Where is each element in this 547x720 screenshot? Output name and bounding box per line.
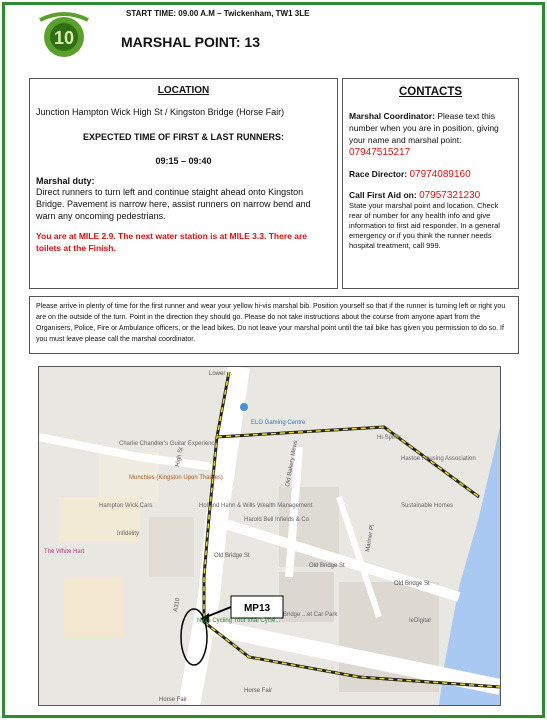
expected-time-heading: EXPECTED TIME OF FIRST & LAST RUNNERS: bbox=[82, 132, 284, 142]
svg-text:ELO Gaming Centre: ELO Gaming Centre bbox=[251, 420, 306, 426]
contacts-box bbox=[342, 78, 519, 289]
race-logo-icon bbox=[34, 10, 94, 60]
location-heading: LOCATION bbox=[157, 85, 210, 96]
instructions-box bbox=[29, 296, 519, 354]
marshal-point-title: MARSHAL POINT: 13 bbox=[121, 34, 260, 50]
poi-icon[interactable] bbox=[240, 403, 248, 411]
svg-text:High St: High St bbox=[175, 446, 185, 468]
svg-text:Old Bridge St: Old Bridge St bbox=[214, 553, 250, 559]
svg-text:Harold Bell Infields & Co: Harold Bell Infields & Co bbox=[244, 517, 310, 523]
contacts-heading: CONTACTS bbox=[398, 86, 463, 98]
svg-text:Ninja Cycling Your total Cycle: Ninja Cycling Your total Cycle... bbox=[197, 618, 281, 624]
svg-text:Hampton Wick Cars: Hampton Wick Cars bbox=[99, 503, 153, 509]
director-label: Race Director: bbox=[349, 169, 408, 179]
duty-heading: Marshal duty: bbox=[36, 176, 95, 186]
coordinator-phone[interactable]: 07947515217 bbox=[349, 147, 411, 158]
mile-note: You are at MILE 2.9. The next water station is at MILE 3.3. There are toilets at the Finish. bbox=[36, 231, 307, 253]
mp-marker-label: MP13 bbox=[243, 603, 271, 614]
svg-text:Charlie Chandler's Guitar Expe: Charlie Chandler's Guitar Experience bbox=[119, 441, 218, 447]
svg-text:Bridge ...et Car Park: Bridge ...et Car Park bbox=[283, 612, 338, 618]
svg-text:The White Hart: The White Hart bbox=[44, 549, 85, 555]
instructions-text: Please arrive in plenty of time for the first runner and wear your yellow hi-vis marshal bib. Position yourself so that if the runner is turning left or right you are on the outside of the turn. Point in the direction they should go. Please do not take instructions about the course from anyone apart from the Organisers, Police, Fire or Ambulance officers, or the lead bikes. Do not leave your marshal point until the tail bike has given you permission to do so. If you must leave please call the marshal coordinator. bbox=[36, 303, 506, 343]
svg-text:Munchies (Kingston Upon Thames: Munchies (Kingston Upon Thames) bbox=[129, 475, 223, 481]
svg-text:Sustainable Homes: Sustainable Homes bbox=[401, 503, 454, 509]
firstaid-text: State your marshal point and location. Check rear of number for any health info and give information to first aid responder. In a general emergency or if you think the runner needs hospital treatment, call 999. bbox=[349, 201, 500, 250]
logo-number: 10 bbox=[53, 28, 75, 48]
duty-text: Direct runners to turn left and continue staight ahead onto Kingston Bridge. Pavement is narrow here, assist runners on narrow bend and warn any oncoming pedestrians. bbox=[36, 187, 311, 221]
director-phone[interactable]: 07974089160 bbox=[409, 169, 471, 180]
start-time: START TIME: 09.00 A.M – Twickenham, TW1 3LE bbox=[126, 9, 310, 18]
firstaid-label: Call First Aid on: bbox=[349, 190, 417, 200]
expected-times: 09:15 – 09:40 bbox=[155, 156, 212, 166]
map-canvas bbox=[39, 367, 500, 705]
firstaid-phone[interactable]: 07957321230 bbox=[419, 190, 481, 201]
svg-text:Hastoe Housing Association: Hastoe Housing Association bbox=[401, 456, 476, 462]
location-place: Junction Hampton Wick High St / Kingston Bridge (Horse Fair) bbox=[36, 107, 285, 117]
route-map[interactable] bbox=[38, 366, 501, 706]
svg-text:A310: A310 bbox=[173, 597, 182, 613]
location-box bbox=[29, 78, 338, 289]
svg-text:Holland Hahn & Wills Wealth Ma: Holland Hahn & Wills Wealth Management bbox=[199, 503, 313, 509]
coordinator-text: Please text this number when you are in position, giving your name and marshal point: bbox=[349, 111, 499, 145]
svg-text:Old Bridge St: Old Bridge St bbox=[394, 581, 430, 587]
svg-text:IeDigital: IeDigital bbox=[409, 618, 431, 624]
svg-text:Infidelity: Infidelity bbox=[117, 531, 140, 537]
svg-text:Hi-Spirits: Hi-Spirits bbox=[377, 435, 402, 441]
svg-text:Lower ...: Lower ... bbox=[209, 371, 233, 377]
svg-text:Old Bakery Mews: Old Bakery Mews bbox=[285, 440, 300, 488]
svg-text:Horse Fair: Horse Fair bbox=[244, 688, 273, 694]
svg-text:Mariner Pl: Mariner Pl bbox=[365, 524, 376, 553]
svg-text:Old Bridge St: Old Bridge St bbox=[309, 563, 345, 569]
svg-text:Horse Fair: Horse Fair bbox=[159, 697, 188, 703]
coordinator-label: Marshal Coordinator: bbox=[349, 111, 435, 121]
